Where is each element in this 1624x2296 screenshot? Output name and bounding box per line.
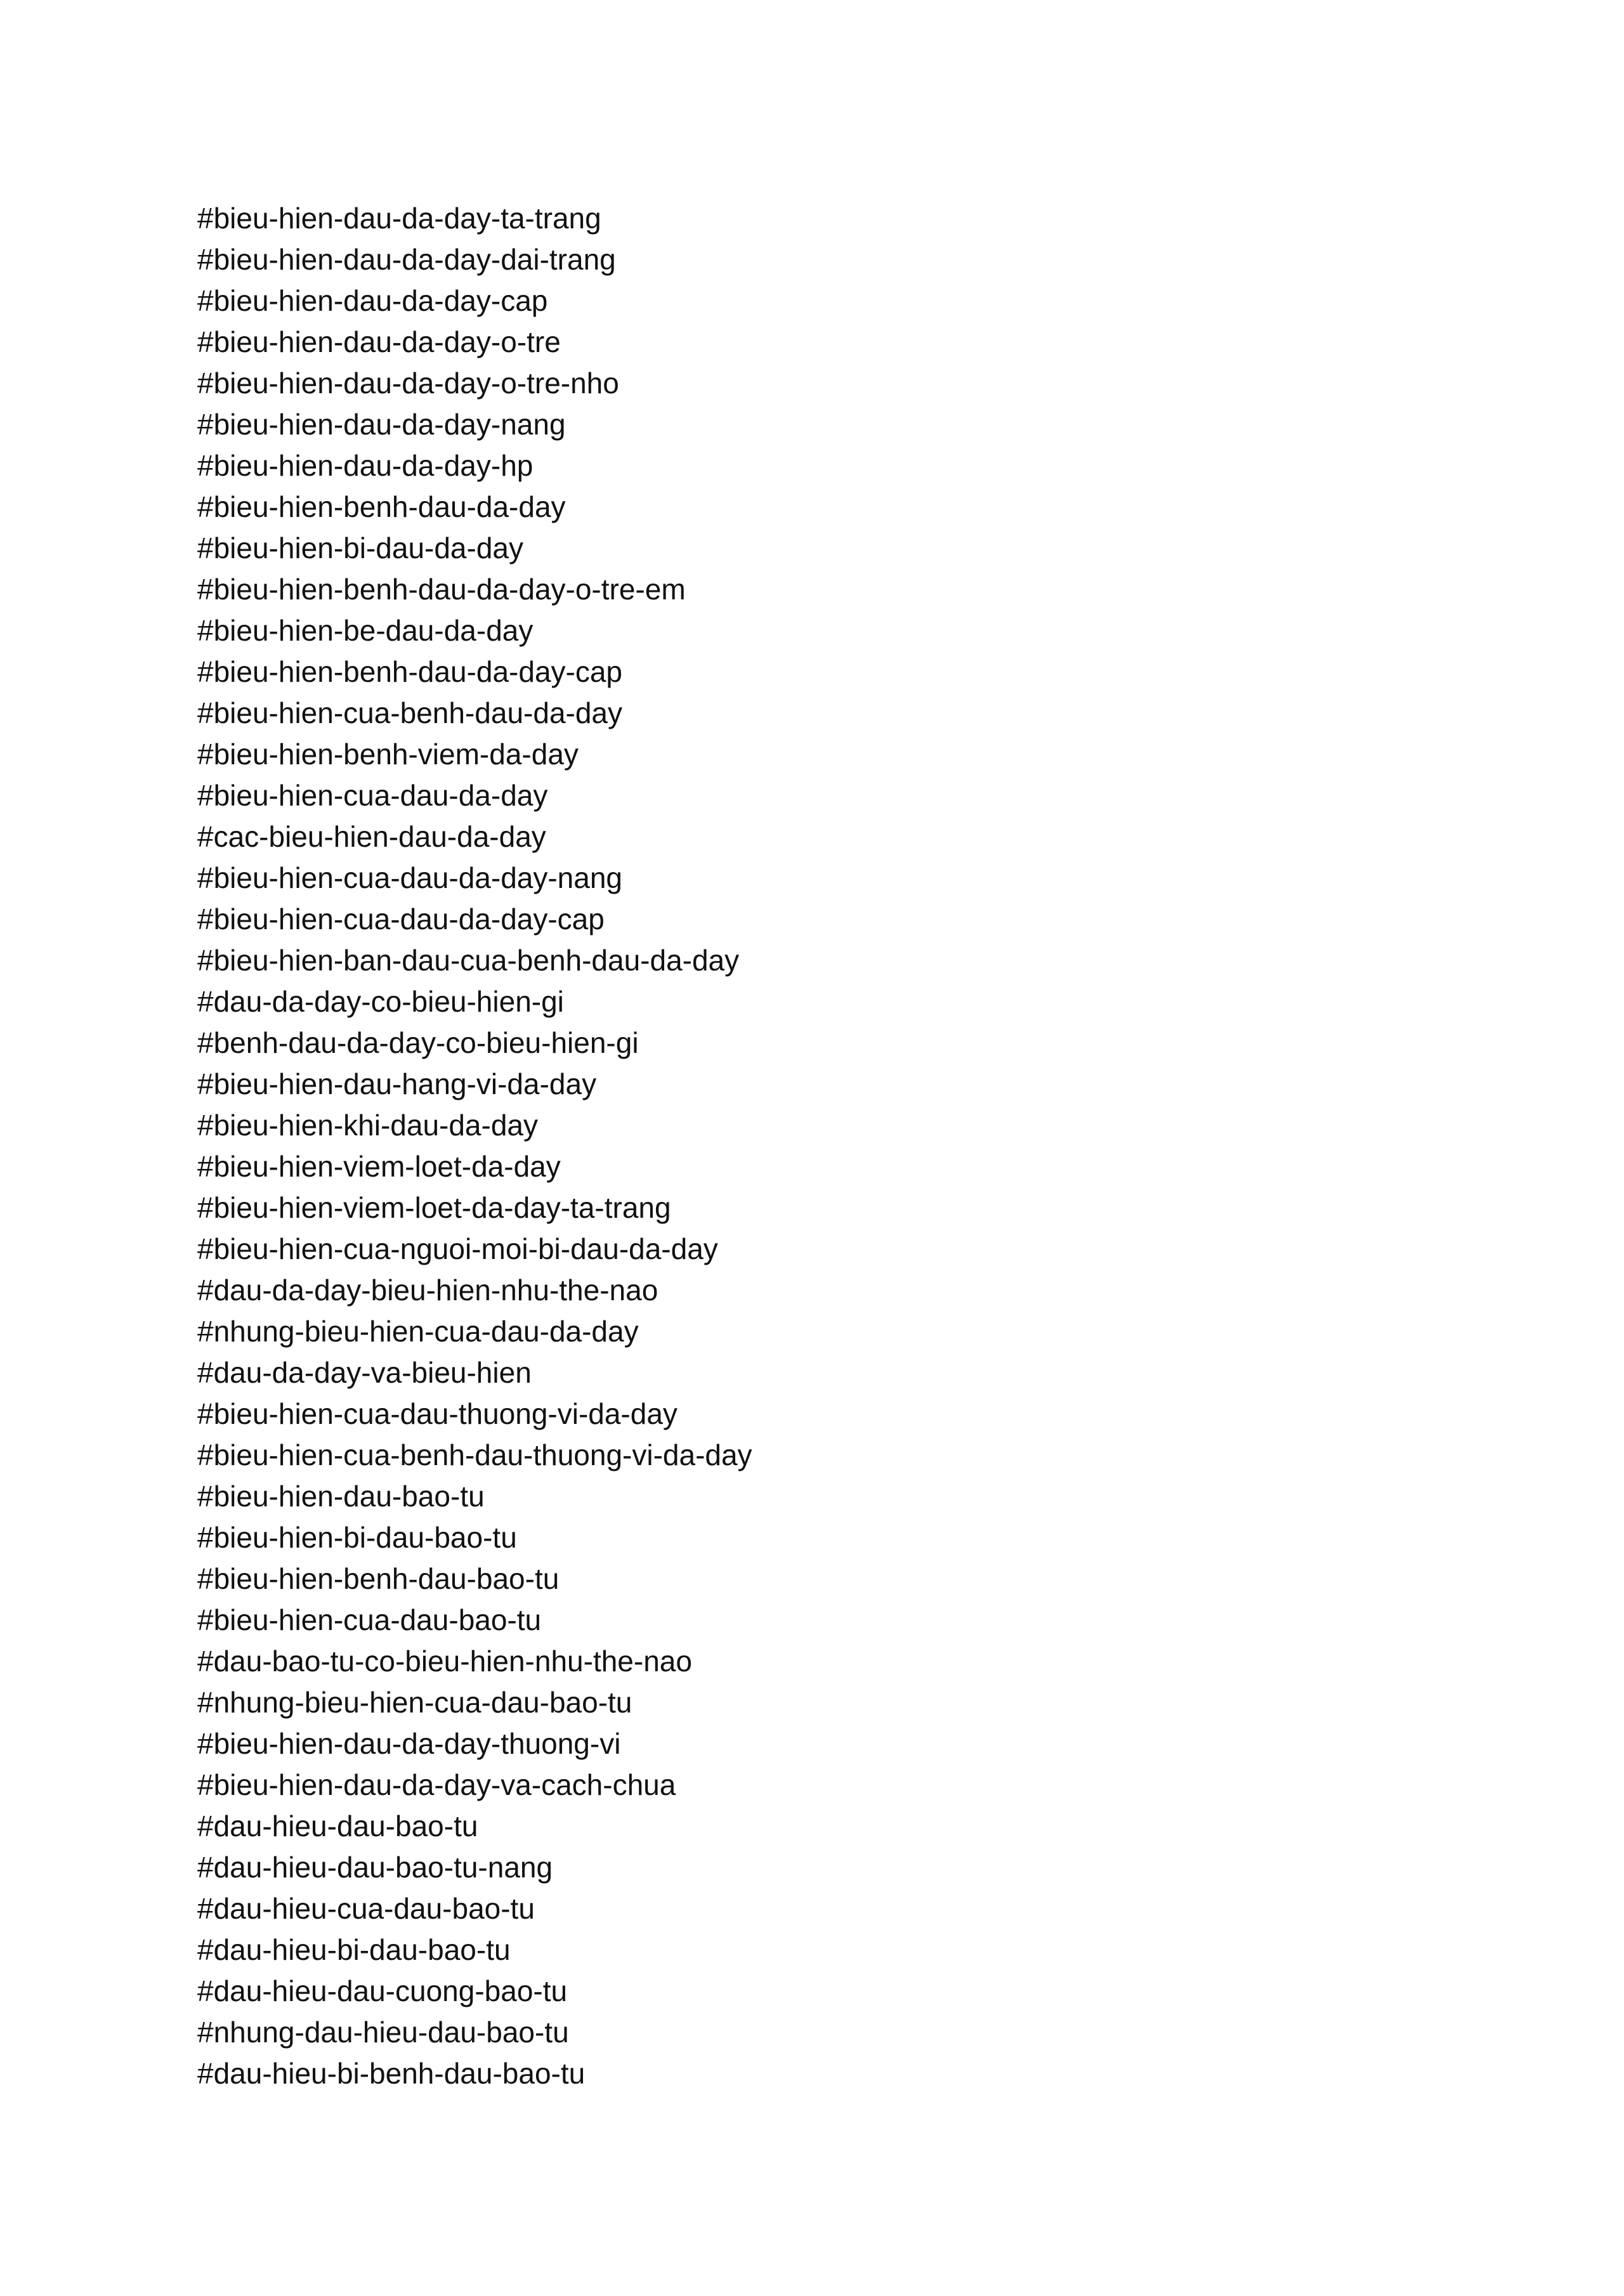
hashtag-line: #dau-hieu-dau-bao-tu-nang (197, 1851, 553, 1884)
hashtag-line: #bieu-hien-dau-da-day-o-tre-nho (197, 367, 619, 400)
hashtag-line: #bieu-hien-dau-da-day-o-tre (197, 325, 561, 358)
hashtag-line: #bieu-hien-benh-dau-da-day-o-tre-em (197, 573, 686, 606)
hashtag-line: #bieu-hien-bi-dau-da-day (197, 532, 523, 564)
hashtag-line: #dau-hieu-dau-cuong-bao-tu (197, 1974, 568, 2007)
hashtag-line: #bieu-hien-cua-nguoi-moi-bi-dau-da-day (197, 1232, 718, 1265)
hashtag-line: #bieu-hien-dau-da-day-dai-trang (197, 243, 616, 276)
hashtag-line: #benh-dau-da-day-co-bieu-hien-gi (197, 1026, 639, 1059)
hashtag-line: #dau-hieu-dau-bao-tu (197, 1810, 478, 1843)
hashtag-line: #dau-hieu-bi-dau-bao-tu (197, 1933, 511, 1966)
hashtag-line: #dau-hieu-bi-benh-dau-bao-tu (197, 2057, 586, 2090)
hashtag-line: #bieu-hien-viem-loet-da-day-ta-trang (197, 1191, 671, 1224)
hashtag-line: #bieu-hien-dau-da-day-va-cach-chua (197, 1768, 676, 1801)
hashtag-line: #dau-da-day-bieu-hien-nhu-the-nao (197, 1274, 658, 1307)
hashtag-line: #bieu-hien-khi-dau-da-day (197, 1109, 538, 1142)
hashtag-line: #nhung-bieu-hien-cua-dau-bao-tu (197, 1686, 632, 1719)
hashtag-line: #bieu-hien-dau-da-day-thuong-vi (197, 1727, 621, 1760)
hashtag-line: #bieu-hien-benh-dau-da-day-cap (197, 655, 623, 688)
hashtag-line: #nhung-bieu-hien-cua-dau-da-day (197, 1315, 639, 1348)
hashtag-line: #bieu-hien-dau-da-day-ta-trang (197, 202, 601, 235)
hashtag-line: #dau-hieu-cua-dau-bao-tu (197, 1892, 535, 1925)
hashtag-line: #bieu-hien-dau-hang-vi-da-day (197, 1067, 597, 1100)
hashtag-line: #bieu-hien-benh-viem-da-day (197, 738, 579, 771)
hashtag-line: #bieu-hien-dau-da-day-hp (197, 449, 534, 482)
hashtag-line: #bieu-hien-viem-loet-da-day (197, 1150, 561, 1183)
hashtag-line: #bieu-hien-cua-benh-dau-thuong-vi-da-day (197, 1438, 752, 1471)
hashtag-line: #bieu-hien-be-dau-da-day (197, 614, 534, 647)
hashtag-line: #dau-da-day-va-bieu-hien (197, 1356, 532, 1389)
hashtag-line: #dau-da-day-co-bieu-hien-gi (197, 985, 564, 1018)
hashtag-line: #bieu-hien-benh-dau-bao-tu (197, 1562, 560, 1595)
hashtag-line: #bieu-hien-dau-da-day-cap (197, 284, 548, 317)
hashtag-line: #bieu-hien-dau-da-day-nang (197, 408, 566, 441)
hashtag-line: #nhung-dau-hieu-dau-bao-tu (197, 2016, 569, 2049)
hashtag-line: #bieu-hien-cua-dau-da-day-cap (197, 903, 605, 936)
hashtag-line: #bieu-hien-ban-dau-cua-benh-dau-da-day (197, 944, 740, 977)
hashtag-line: #cac-bieu-hien-dau-da-day (197, 820, 546, 853)
hashtag-list (197, 198, 752, 2094)
hashtag-line: #bieu-hien-cua-dau-da-day (197, 779, 548, 812)
hashtag-line: #bieu-hien-dau-bao-tu (197, 1480, 485, 1513)
hashtag-line: #bieu-hien-cua-dau-thuong-vi-da-day (197, 1397, 678, 1430)
hashtag-line: #dau-bao-tu-co-bieu-hien-nhu-the-nao (197, 1645, 692, 1678)
hashtag-line: #bieu-hien-cua-dau-da-day-nang (197, 861, 623, 894)
hashtag-line: #bieu-hien-benh-dau-da-day (197, 490, 566, 523)
hashtag-line: #bieu-hien-cua-benh-dau-da-day (197, 696, 623, 729)
hashtag-line: #bieu-hien-bi-dau-bao-tu (197, 1521, 517, 1554)
hashtag-line: #bieu-hien-cua-dau-bao-tu (197, 1603, 542, 1636)
